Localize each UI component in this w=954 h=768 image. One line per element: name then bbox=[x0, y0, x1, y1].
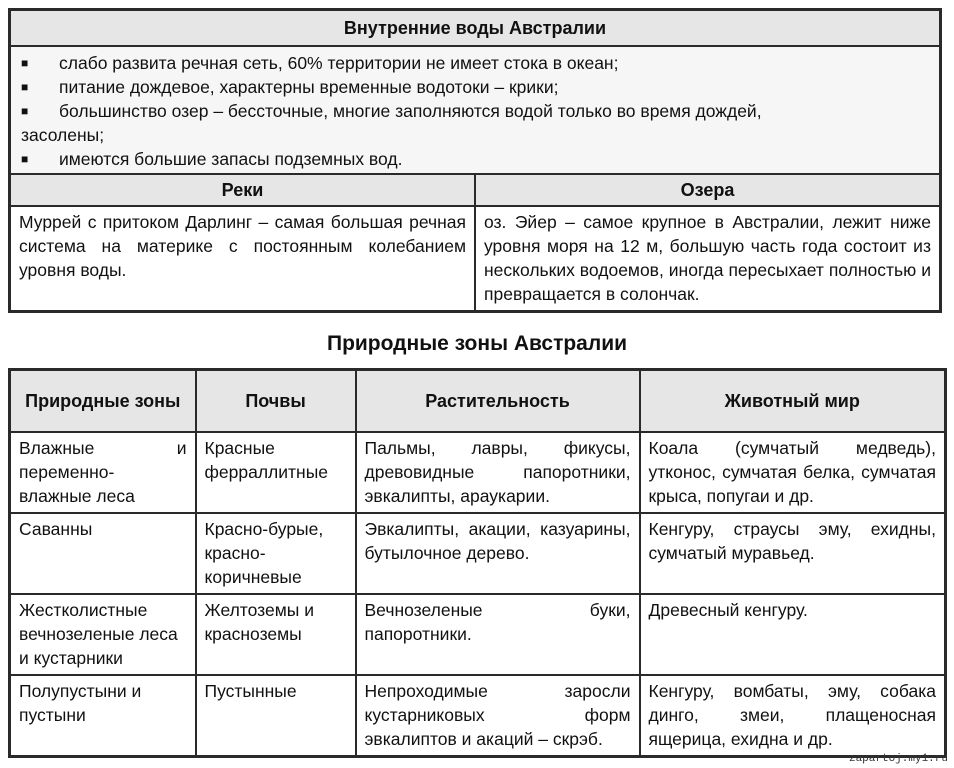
bullet-item bbox=[21, 147, 931, 171]
table-row bbox=[10, 432, 946, 513]
soil-cell: Пустынные bbox=[196, 675, 356, 757]
square-bullet-icon: ■ bbox=[21, 152, 29, 166]
table-row bbox=[10, 594, 946, 675]
fauna-cell: Кенгуру, страусы эму, ехидны, сумчатый муравьед. bbox=[640, 513, 946, 594]
lakes-header: Озера bbox=[474, 175, 939, 205]
table-row bbox=[10, 513, 946, 594]
fauna-cell: Кенгуру, вомбаты, эму, собака динго, змеи, плащеносная ящерица, ехидна и др. bbox=[640, 675, 946, 757]
bullet-item bbox=[21, 51, 931, 75]
column-header-vegetation: Растительность bbox=[356, 370, 640, 433]
site-watermark: zapartoj.my1.ru bbox=[848, 753, 948, 765]
column-header-fauna: Животный мир bbox=[640, 370, 946, 433]
vegetation-cell: Непроходимые заросли кустарниковых форм эвкалиптов и акаций – скрэб. bbox=[356, 675, 640, 757]
bullet-text: имеются большие запасы подземных вод. bbox=[59, 149, 403, 169]
rivers-header: Реки bbox=[11, 175, 474, 205]
zone-cell: Влажные и переменно-влажные леса bbox=[10, 432, 196, 513]
bullet-text: большинство озер – бессточные, многие заполняются водой только во время дождей, bbox=[59, 101, 762, 121]
fauna-cell: Древесный кенгуру. bbox=[640, 594, 946, 675]
bullet-item bbox=[21, 75, 931, 99]
inland-waters-table bbox=[8, 8, 942, 313]
column-header-soils: Почвы bbox=[196, 370, 356, 433]
soil-cell: Желтоземы и красноземы bbox=[196, 594, 356, 675]
square-bullet-icon: ■ bbox=[21, 56, 29, 70]
bullet-text: питание дождевое, характерны временные водотоки – крики; bbox=[59, 77, 559, 97]
bullet-text: слабо развита речная сеть, 60% территории не имеет стока в океан; bbox=[59, 53, 619, 73]
square-bullet-icon: ■ bbox=[21, 104, 29, 118]
bullet-item bbox=[21, 99, 931, 123]
table-row bbox=[10, 675, 946, 757]
rivers-lakes-body bbox=[11, 207, 939, 310]
zone-cell: Полупустыни и пустыни bbox=[10, 675, 196, 757]
fauna-cell: Коала (сумчатый медведь), утконос, сумчатая белка, сумчатая крыса, попугаи и др. bbox=[640, 432, 946, 513]
bullet-continuation: засолены; bbox=[21, 125, 105, 145]
inland-waters-title: Внутренние воды Австралии bbox=[11, 11, 939, 47]
lakes-cell: оз. Эйер – самое крупное в Австралии, лежит ниже уровня моря на 12 м, большую часть года состоит из нескольких водоемов, иногда пересыхает полностью и превращается в солончак. bbox=[474, 207, 939, 310]
column-header-zones: Природные зоны bbox=[10, 370, 196, 433]
vegetation-cell: Вечнозеленые буки, папоротники. bbox=[356, 594, 640, 675]
zones-title: Природные зоны Австралии bbox=[326, 332, 628, 355]
rivers-lakes-header bbox=[11, 173, 939, 207]
zone-cell: Саванны bbox=[10, 513, 196, 594]
zone-cell: Жестколистные вечнозеленые леса и кустарники bbox=[10, 594, 196, 675]
soil-cell: Красные ферраллитные bbox=[196, 432, 356, 513]
zones-header-row bbox=[10, 370, 946, 433]
soil-cell: Красно-бурые, красно-коричневые bbox=[196, 513, 356, 594]
waters-bullet-list bbox=[11, 47, 939, 173]
vegetation-cell: Пальмы, лавры, фикусы, древовидные папоротники, эвкалипты, араукарии. bbox=[356, 432, 640, 513]
rivers-cell: Муррей с притоком Дарлинг – самая большая речная система на материке с постоянным колебанием уровня воды. bbox=[19, 212, 466, 280]
natural-zones-table bbox=[8, 368, 947, 758]
vegetation-cell: Эвкалипты, акации, казуарины, бутылочное дерево. bbox=[356, 513, 640, 594]
square-bullet-icon: ■ bbox=[21, 80, 29, 94]
